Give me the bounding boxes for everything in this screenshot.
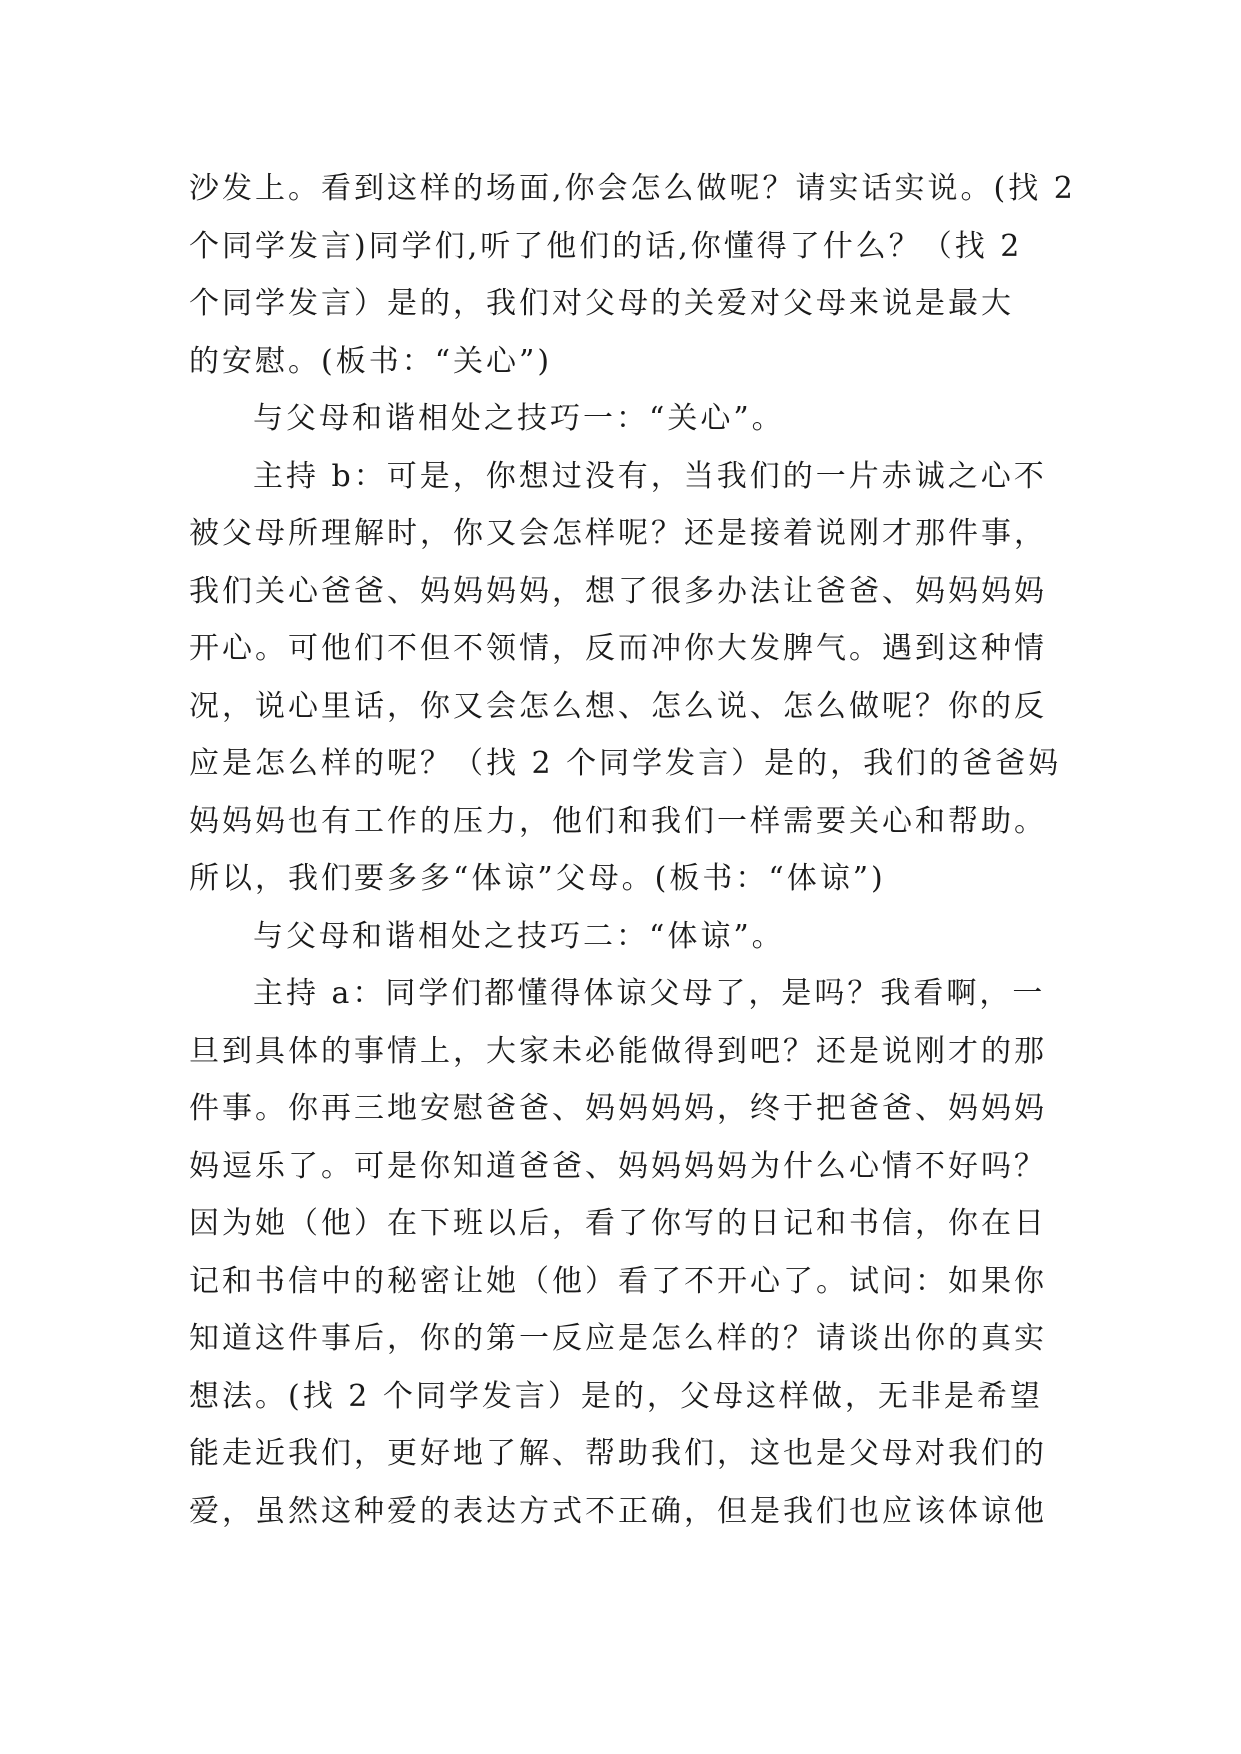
- text-line: 主持 a：同学们都懂得体谅父母了，是吗？我看啊，一: [253, 976, 1046, 1011]
- text-line: 主持 b：可是，你想过没有，当我们的一片赤诚之心不: [253, 458, 1047, 494]
- text-line: 知道这件事后，你的第一反应是怎么样的？请谈出你的真实: [189, 1321, 1047, 1356]
- text-line: 件事。你再三地安慰爸爸、妈妈妈妈，终于把爸爸、妈妈妈: [189, 1091, 1047, 1126]
- text-line: 与父母和谐相处之技巧二：“体谅”。: [253, 918, 785, 954]
- text-line: 所以，我们要多多“体谅”父母。(板书：“体谅”): [189, 861, 886, 896]
- text-line: 被父母所理解时，你又会怎样呢？还是接着说刚才那件事，: [189, 516, 1047, 551]
- document-body: [189, 160, 1076, 1540]
- text-line: 旦到具体的事情上，大家未必能做得到吧？还是说刚才的那: [189, 1033, 1047, 1069]
- text-line: 能走近我们，更好地了解、帮助我们，这也是父母对我们的: [189, 1436, 1047, 1471]
- text-line: 个同学发言)同学们,听了他们的话,你懂得了什么？（找 2: [189, 228, 1023, 264]
- text-line: 与父母和谐相处之技巧一：“关心”。: [253, 401, 785, 436]
- text-line: 我们关心爸爸、妈妈妈妈，想了很多办法让爸爸、妈妈妈妈: [189, 573, 1047, 609]
- text-line: 况，说心里话，你又会怎么想、怎么说、怎么做呢？你的反: [189, 688, 1047, 724]
- text-line: 个同学发言）是的，我们对父母的关爱对父母来说是最大: [189, 286, 1014, 321]
- text-line: 记和书信中的秘密让她（他）看了不开心了。试问：如果你: [189, 1263, 1047, 1299]
- text-line: 应是怎么样的呢？（找 2 个同学发言）是的，我们的爸爸妈: [189, 746, 1062, 781]
- text-line: 因为她（他）在下班以后，看了你写的日记和书信，你在日: [189, 1206, 1047, 1241]
- text-line: 爱，虽然这种爱的表达方式不正确，但是我们也应该体谅他: [189, 1493, 1047, 1529]
- text-line: 的安慰。(板书：“关心”): [189, 343, 553, 379]
- text-line: 妈妈妈也有工作的压力，他们和我们一样需要关心和帮助。: [189, 803, 1047, 839]
- text-line: 开心。可他们不但不领情，反而冲你大发脾气。遇到这种情: [189, 631, 1047, 666]
- text-line: 想法。(找 2 个同学发言）是的，父母这样做，无非是希望: [189, 1378, 1043, 1414]
- text-line: 妈逗乐了。可是你知道爸爸、妈妈妈妈为什么心情不好吗？: [189, 1148, 1047, 1184]
- text-line: 沙发上。看到这样的场面,你会怎么做呢？请实话实说。(找 2: [189, 171, 1076, 206]
